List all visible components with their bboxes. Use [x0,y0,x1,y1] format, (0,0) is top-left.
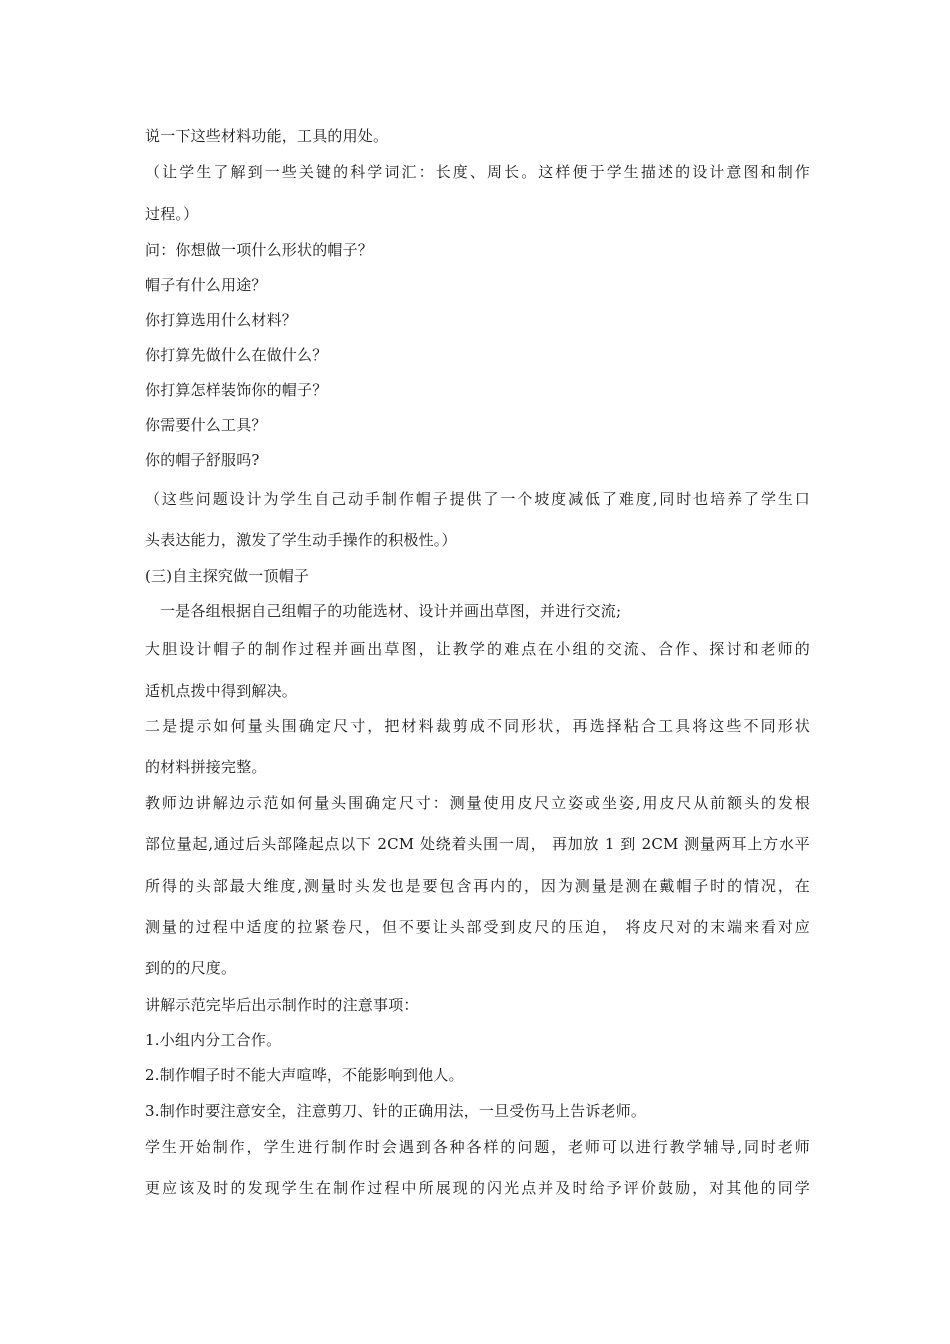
text-line: 部位量起,通过后头部隆起点以下 2CM 处绕着头围一周， 再加放 1 到 2CM 测量两耳上方水平 [145,835,810,853]
text-line: （这些问题设计为学生自己动手制作帽子提供了一个坡度减低了难度,同时也培养了学生口 [145,490,810,508]
text-line: 帽子有什么用途？ [145,276,267,294]
text-line: 问：你想做一项什么形状的帽子？ [145,241,374,259]
list-item: 3.制作时要注意安全，注意剪刀、针的正确用法，一旦受伤马上告诉老师。 [145,1102,647,1120]
text-line: （让学生了解到一些关键的科学词汇：长度、周长。这样便于学生描述的设计意图和制作 [145,163,810,181]
text-line: 二是提示如何量头围确定尺寸，把材料裁剪成不同形状，再选择粘合工具将这些不同形状 [145,717,810,735]
text-line: 你打算怎样装饰你的帽子？ [145,381,328,399]
text-line: 到的的尺度。 [145,959,237,977]
text-line: 的材料拼接完整。 [145,758,267,776]
text-line: 大胆设计帽子的制作过程并画出草图，让教学的难点在小组的交流、合作、探讨和老师的 [145,640,810,658]
text-line: 一是各组根据自己组帽子的功能选材、设计并画出草图，并进行交流; [160,602,622,620]
text-line: 你需要什么工具？ [145,416,267,434]
text-line: 所得的头部最大维度,测量时头发也是要包含再内的，因为测量是测在戴帽子时的情况，在 [145,877,810,895]
text-line: 更应该及时的发现学生在制作过程中所展现的闪光点并及时给予评价鼓励，对其他的同学 [145,1179,810,1197]
text-line: 头表达能力，激发了学生动手操作的积极性。） [145,531,457,549]
text-line: 过程。） [145,205,199,223]
text-line: 讲解示范完毕后出示制作时的注意事项： [145,996,419,1014]
section-heading: (三)自主探究做一顶帽子 [145,567,310,585]
text-line: 说一下这些材料功能，工具的用处。 [145,127,389,145]
list-item: 2.制作帽子时不能大声喧哗，不能影响到他人。 [145,1066,464,1084]
text-line: 学生开始制作，学生进行制作时会遇到各种各样的问题，老师可以进行教学辅导,同时老师 [145,1138,810,1156]
list-item: 1.小组内分工合作。 [145,1031,282,1049]
text-line: 你的帽子舒服吗? [145,451,260,469]
text-line: 适机点拨中得到解决。 [145,682,298,700]
text-line: 测量的过程中适度的拉紧卷尺，但不要让头部受到皮尺的压迫， 将皮尺对的末端来看对应 [145,918,810,936]
text-line: 教师边讲解边示范如何量头围确定尺寸：测量使用皮尺立姿或坐姿,用皮尺从前额头的发根 [145,794,810,812]
text-line: 你打算先做什么在做什么？ [145,346,328,364]
text-line: 你打算选用什么材料？ [145,311,298,329]
